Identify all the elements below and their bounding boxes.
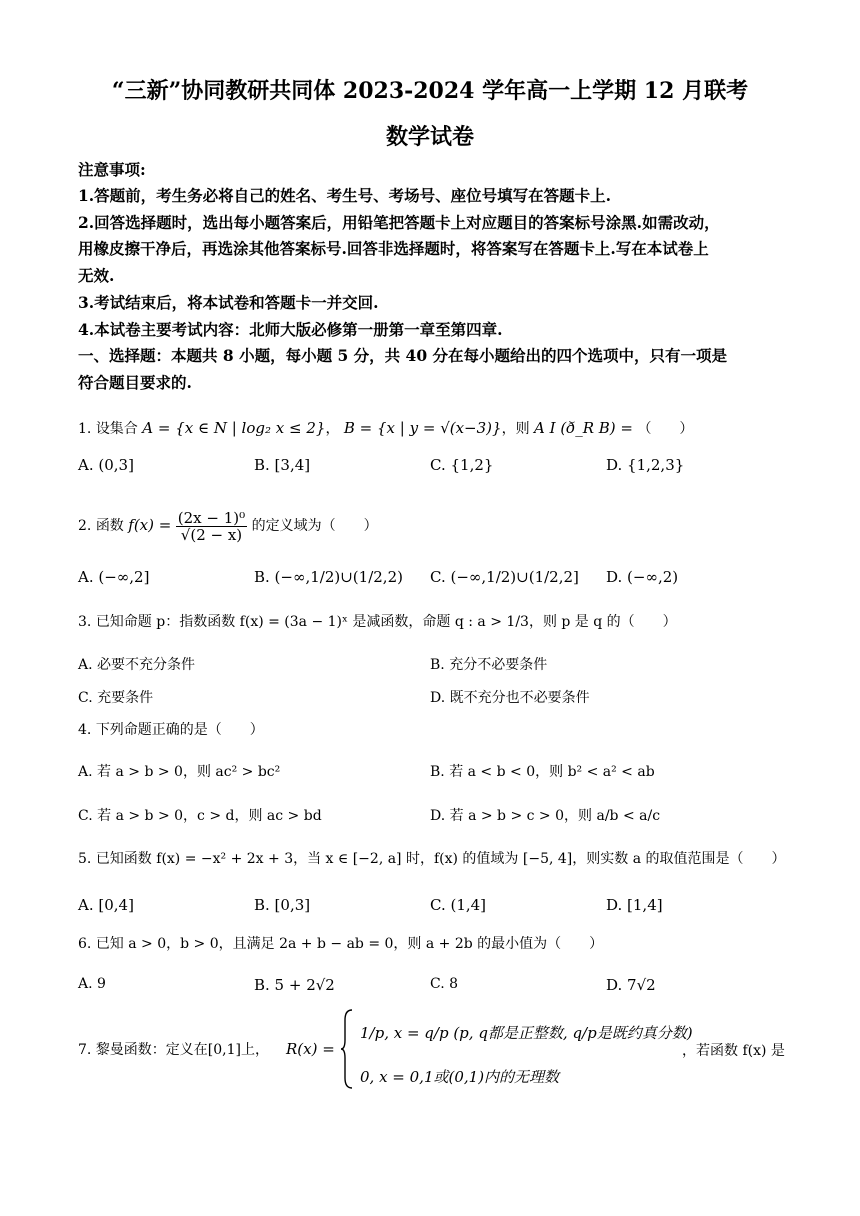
q2-stem-post: 的定义域为（ ） — [251, 518, 378, 534]
q6-option-c[interactable]: C. 8 — [430, 976, 459, 992]
q5-option-b[interactable]: B. [0,3] — [254, 896, 311, 914]
notice-item-2-cont: 用橡皮擦干净后，再选涂其他答案标号.回答非选择题时，将答案写在答题卡上.写在本试卷上 — [78, 239, 709, 258]
q2-stem-pre: 函数 — [95, 518, 124, 534]
q6-number: 6. — [78, 936, 92, 952]
q1-option-d[interactable]: D. {1,2,3} — [606, 456, 685, 474]
question-7-intro — [78, 1040, 269, 1060]
q7-case-1: 1/p, x = q/p (p, q都是正整数, q/p是既约真分数) — [360, 1024, 693, 1042]
q2-numerator: (2x − 1)⁰ — [177, 508, 246, 527]
q6-option-d[interactable]: D. 7√2 — [606, 976, 656, 994]
q6-option-a[interactable]: A. 9 — [78, 976, 106, 992]
q1-blank: （ ） — [637, 421, 694, 437]
q1-set-a: A = {x ∈ N | log₂ x ≤ 2} — [142, 419, 326, 437]
q1-set-b: B = {x | y = √(x−3)} — [343, 419, 502, 437]
q4-stem: 下列命题正确的是（ ） — [95, 722, 264, 738]
q4-option-c[interactable]: C. 若 a > b > 0，c > d，则 ac > bd — [78, 808, 322, 824]
q3-stem: 已知命题 p：指数函数 f(x) = (3a − 1)ˣ 是减函数，命题 q : a > 1/3，则 p 是 q 的（ ） — [95, 614, 677, 630]
q1-expr: A I (ð_R B) = — [534, 419, 633, 437]
notice-item-1: 1.答题前，考生务必将自己的姓名、考生号、考场号、座位号填写在答题卡上. — [78, 186, 612, 205]
exam-title: “三新”协同教研共同体 2023-2024 学年高一上学期 12 月联考 — [111, 78, 749, 104]
q1-number: 1. — [78, 421, 92, 437]
q2-option-c[interactable]: C. (−∞,1/2)∪(1/2,2] — [430, 568, 579, 586]
q3-option-a[interactable]: A. 必要不充分条件 — [78, 657, 196, 673]
section-heading-cont: 符合题目要求的. — [78, 373, 192, 392]
q4-number: 4. — [78, 722, 92, 738]
q7-brace — [340, 1008, 348, 1090]
q5-option-d[interactable]: D. [1,4] — [606, 896, 663, 914]
q6-stem: 已知 a > 0，b > 0，且满足 2a + b − ab = 0，则 a + 2b 的最小值为（ ） — [95, 936, 604, 952]
notice-item-2: 2.回答选择题时，选出每小题答案后，用铅笔把答题卡上对应题目的答案标号涂黑.如需改动， — [78, 213, 720, 232]
question-6 — [78, 934, 603, 954]
question-2 — [78, 508, 378, 543]
q1-option-c[interactable]: C. {1,2} — [430, 456, 494, 474]
q2-number: 2. — [78, 518, 92, 534]
q7-number: 7. — [78, 1042, 92, 1058]
q3-number: 3. — [78, 614, 92, 630]
section-heading: 一、选择题：本题共 8 小题，每小题 5 分，共 40 分在每小题给出的四个选项中，只有一项是 — [78, 346, 728, 365]
question-3 — [78, 612, 677, 632]
q2-option-d[interactable]: D. (−∞,2) — [606, 568, 679, 586]
q4-option-b[interactable]: B. 若 a < b < 0，则 b² < a² < ab — [430, 764, 655, 780]
q2-func: f(x) = — [128, 516, 172, 534]
q6-option-b[interactable]: B. 5 + 2√2 — [254, 976, 335, 994]
q4-option-d[interactable]: D. 若 a > b > c > 0，则 a/b < a/c — [430, 808, 661, 824]
q5-number: 5. — [78, 851, 92, 867]
q1-option-b[interactable]: B. [3,4] — [254, 456, 311, 474]
exam-subtitle: 数学试卷 — [385, 124, 474, 150]
notice-item-2-end: 无效. — [78, 266, 115, 285]
question-4 — [78, 720, 264, 740]
q1-stem-mid: ，则 — [501, 421, 530, 437]
q2-option-a[interactable]: A. (−∞,2] — [78, 568, 150, 586]
q2-option-b[interactable]: B. (−∞,1/2)∪(1/2,2) — [254, 568, 403, 586]
q1-option-a[interactable]: A. (0,3] — [78, 456, 134, 474]
question-5 — [78, 849, 786, 869]
q7-stem-pre: 黎曼函数：定义在[0,1]上， — [95, 1042, 270, 1058]
q5-stem: 已知函数 f(x) = −x² + 2x + 3，当 x ∈ [−2, a] 时，f(x) 的值域为 [−5, 4]，则实数 a 的取值范围是（ ） — [95, 851, 786, 867]
q3-option-b[interactable]: B. 充分不必要条件 — [430, 657, 548, 673]
left-brace-icon — [340, 1008, 354, 1090]
q3-option-d[interactable]: D. 既不充分也不必要条件 — [430, 690, 590, 706]
q7-case-2: 0, x = 0,1或(0,1)内的无理数 — [360, 1068, 560, 1086]
question-1: 1. 设集合 A = {x ∈ N | log₂ x ≤ 2}， B = {x | y = √(x−3)}，则 A I (ð_R B) = （ ） — [78, 419, 694, 437]
q2-fraction — [176, 510, 247, 543]
q5-option-a[interactable]: A. [0,4] — [78, 896, 134, 914]
notice-item-3: 3.考试结束后，将本试卷和答题卡一并交回. — [78, 293, 379, 312]
q1-stem-pre: 设集合 — [95, 421, 138, 437]
notice-item-4: 4.本试卷主要考试内容：北师大版必修第一册第一章至第四章. — [78, 320, 503, 339]
q3-option-c[interactable]: C. 充要条件 — [78, 690, 154, 706]
q5-option-c[interactable]: C. (1,4] — [430, 896, 487, 914]
q2-denominator: √(2 − x) — [176, 526, 247, 543]
notice-heading: 注意事项: — [78, 160, 146, 179]
q4-option-a[interactable]: A. 若 a > b > 0，则 ac² > bc² — [78, 764, 281, 780]
q7-func-name: R(x) = — [286, 1040, 335, 1058]
q7-stem-post: ，若函数 f(x) 是 — [682, 1043, 785, 1059]
